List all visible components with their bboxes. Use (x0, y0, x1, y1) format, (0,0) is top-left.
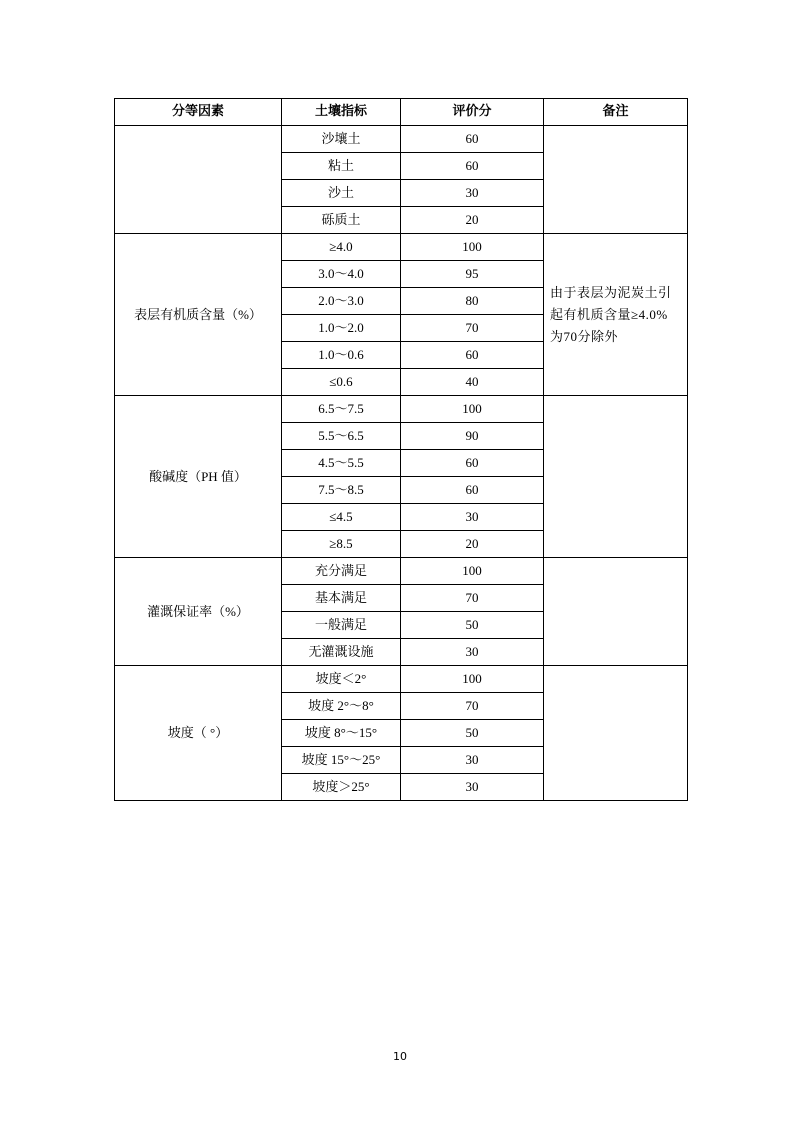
indicator-cell: 6.5～7.5 (282, 396, 401, 423)
indicator-cell: 基本满足 (282, 585, 401, 612)
indicator-cell: 2.0～3.0 (282, 288, 401, 315)
score-cell: 80 (401, 288, 544, 315)
score-cell: 20 (401, 531, 544, 558)
indicator-cell: 1.0～2.0 (282, 315, 401, 342)
table-body (115, 126, 688, 801)
score-cell: 90 (401, 423, 544, 450)
table-row (115, 396, 688, 423)
note-cell (544, 126, 688, 234)
indicator-cell: 3.0～4.0 (282, 261, 401, 288)
indicator-cell: 沙土 (282, 180, 401, 207)
score-cell: 50 (401, 612, 544, 639)
score-cell: 100 (401, 234, 544, 261)
score-cell: 70 (401, 585, 544, 612)
indicator-cell: 坡度＜2° (282, 666, 401, 693)
indicator-cell: 1.0～0.6 (282, 342, 401, 369)
factor-cell: 酸碱度（PH 值） (115, 396, 282, 558)
indicator-cell: 无灌溉设施 (282, 639, 401, 666)
score-cell: 100 (401, 396, 544, 423)
indicator-cell: 7.5～8.5 (282, 477, 401, 504)
factor-cell: 灌溉保证率（%） (115, 558, 282, 666)
indicator-cell: 坡度 15°～25° (282, 747, 401, 774)
table-row (115, 234, 688, 261)
indicator-cell: ≤4.5 (282, 504, 401, 531)
header-row (115, 99, 688, 126)
note-cell (544, 558, 688, 666)
score-cell: 95 (401, 261, 544, 288)
table-row (115, 126, 688, 153)
score-cell: 60 (401, 126, 544, 153)
score-cell: 30 (401, 504, 544, 531)
factor-cell (115, 126, 282, 234)
score-cell: 100 (401, 558, 544, 585)
indicator-cell: ≤0.6 (282, 369, 401, 396)
score-cell: 30 (401, 747, 544, 774)
indicator-cell: 一般满足 (282, 612, 401, 639)
table-row (115, 666, 688, 693)
score-cell: 30 (401, 774, 544, 801)
score-cell: 70 (401, 315, 544, 342)
indicator-cell: ≥4.0 (282, 234, 401, 261)
score-cell: 60 (401, 342, 544, 369)
grading-table (114, 98, 688, 801)
indicator-cell: 坡度 2°～8° (282, 693, 401, 720)
score-cell: 100 (401, 666, 544, 693)
indicator-cell: 粘土 (282, 153, 401, 180)
score-cell: 30 (401, 639, 544, 666)
score-cell: 60 (401, 477, 544, 504)
indicator-cell: ≥8.5 (282, 531, 401, 558)
factor-cell: 表层有机质含量（%） (115, 234, 282, 396)
factor-cell: 坡度（ °） (115, 666, 282, 801)
indicator-cell: 充分满足 (282, 558, 401, 585)
table-header (115, 99, 688, 126)
indicator-cell: 4.5～5.5 (282, 450, 401, 477)
score-cell: 40 (401, 369, 544, 396)
note-cell: 由于表层为泥炭土引起有机质含量≥4.0%为70分除外 (544, 234, 688, 396)
indicator-cell: 砾质土 (282, 207, 401, 234)
header-indicator: 土壤指标 (282, 99, 401, 126)
note-cell (544, 396, 688, 558)
header-note: 备注 (544, 99, 688, 126)
header-factor: 分等因素 (115, 99, 282, 126)
score-cell: 70 (401, 693, 544, 720)
indicator-cell: 坡度＞25° (282, 774, 401, 801)
score-cell: 60 (401, 153, 544, 180)
page-number: 10 (393, 1050, 407, 1063)
indicator-cell: 沙壤土 (282, 126, 401, 153)
indicator-cell: 5.5～6.5 (282, 423, 401, 450)
score-cell: 30 (401, 180, 544, 207)
score-cell: 20 (401, 207, 544, 234)
note-cell (544, 666, 688, 801)
score-cell: 50 (401, 720, 544, 747)
score-cell: 60 (401, 450, 544, 477)
indicator-cell: 坡度 8°～15° (282, 720, 401, 747)
table-row (115, 558, 688, 585)
header-score: 评价分 (401, 99, 544, 126)
